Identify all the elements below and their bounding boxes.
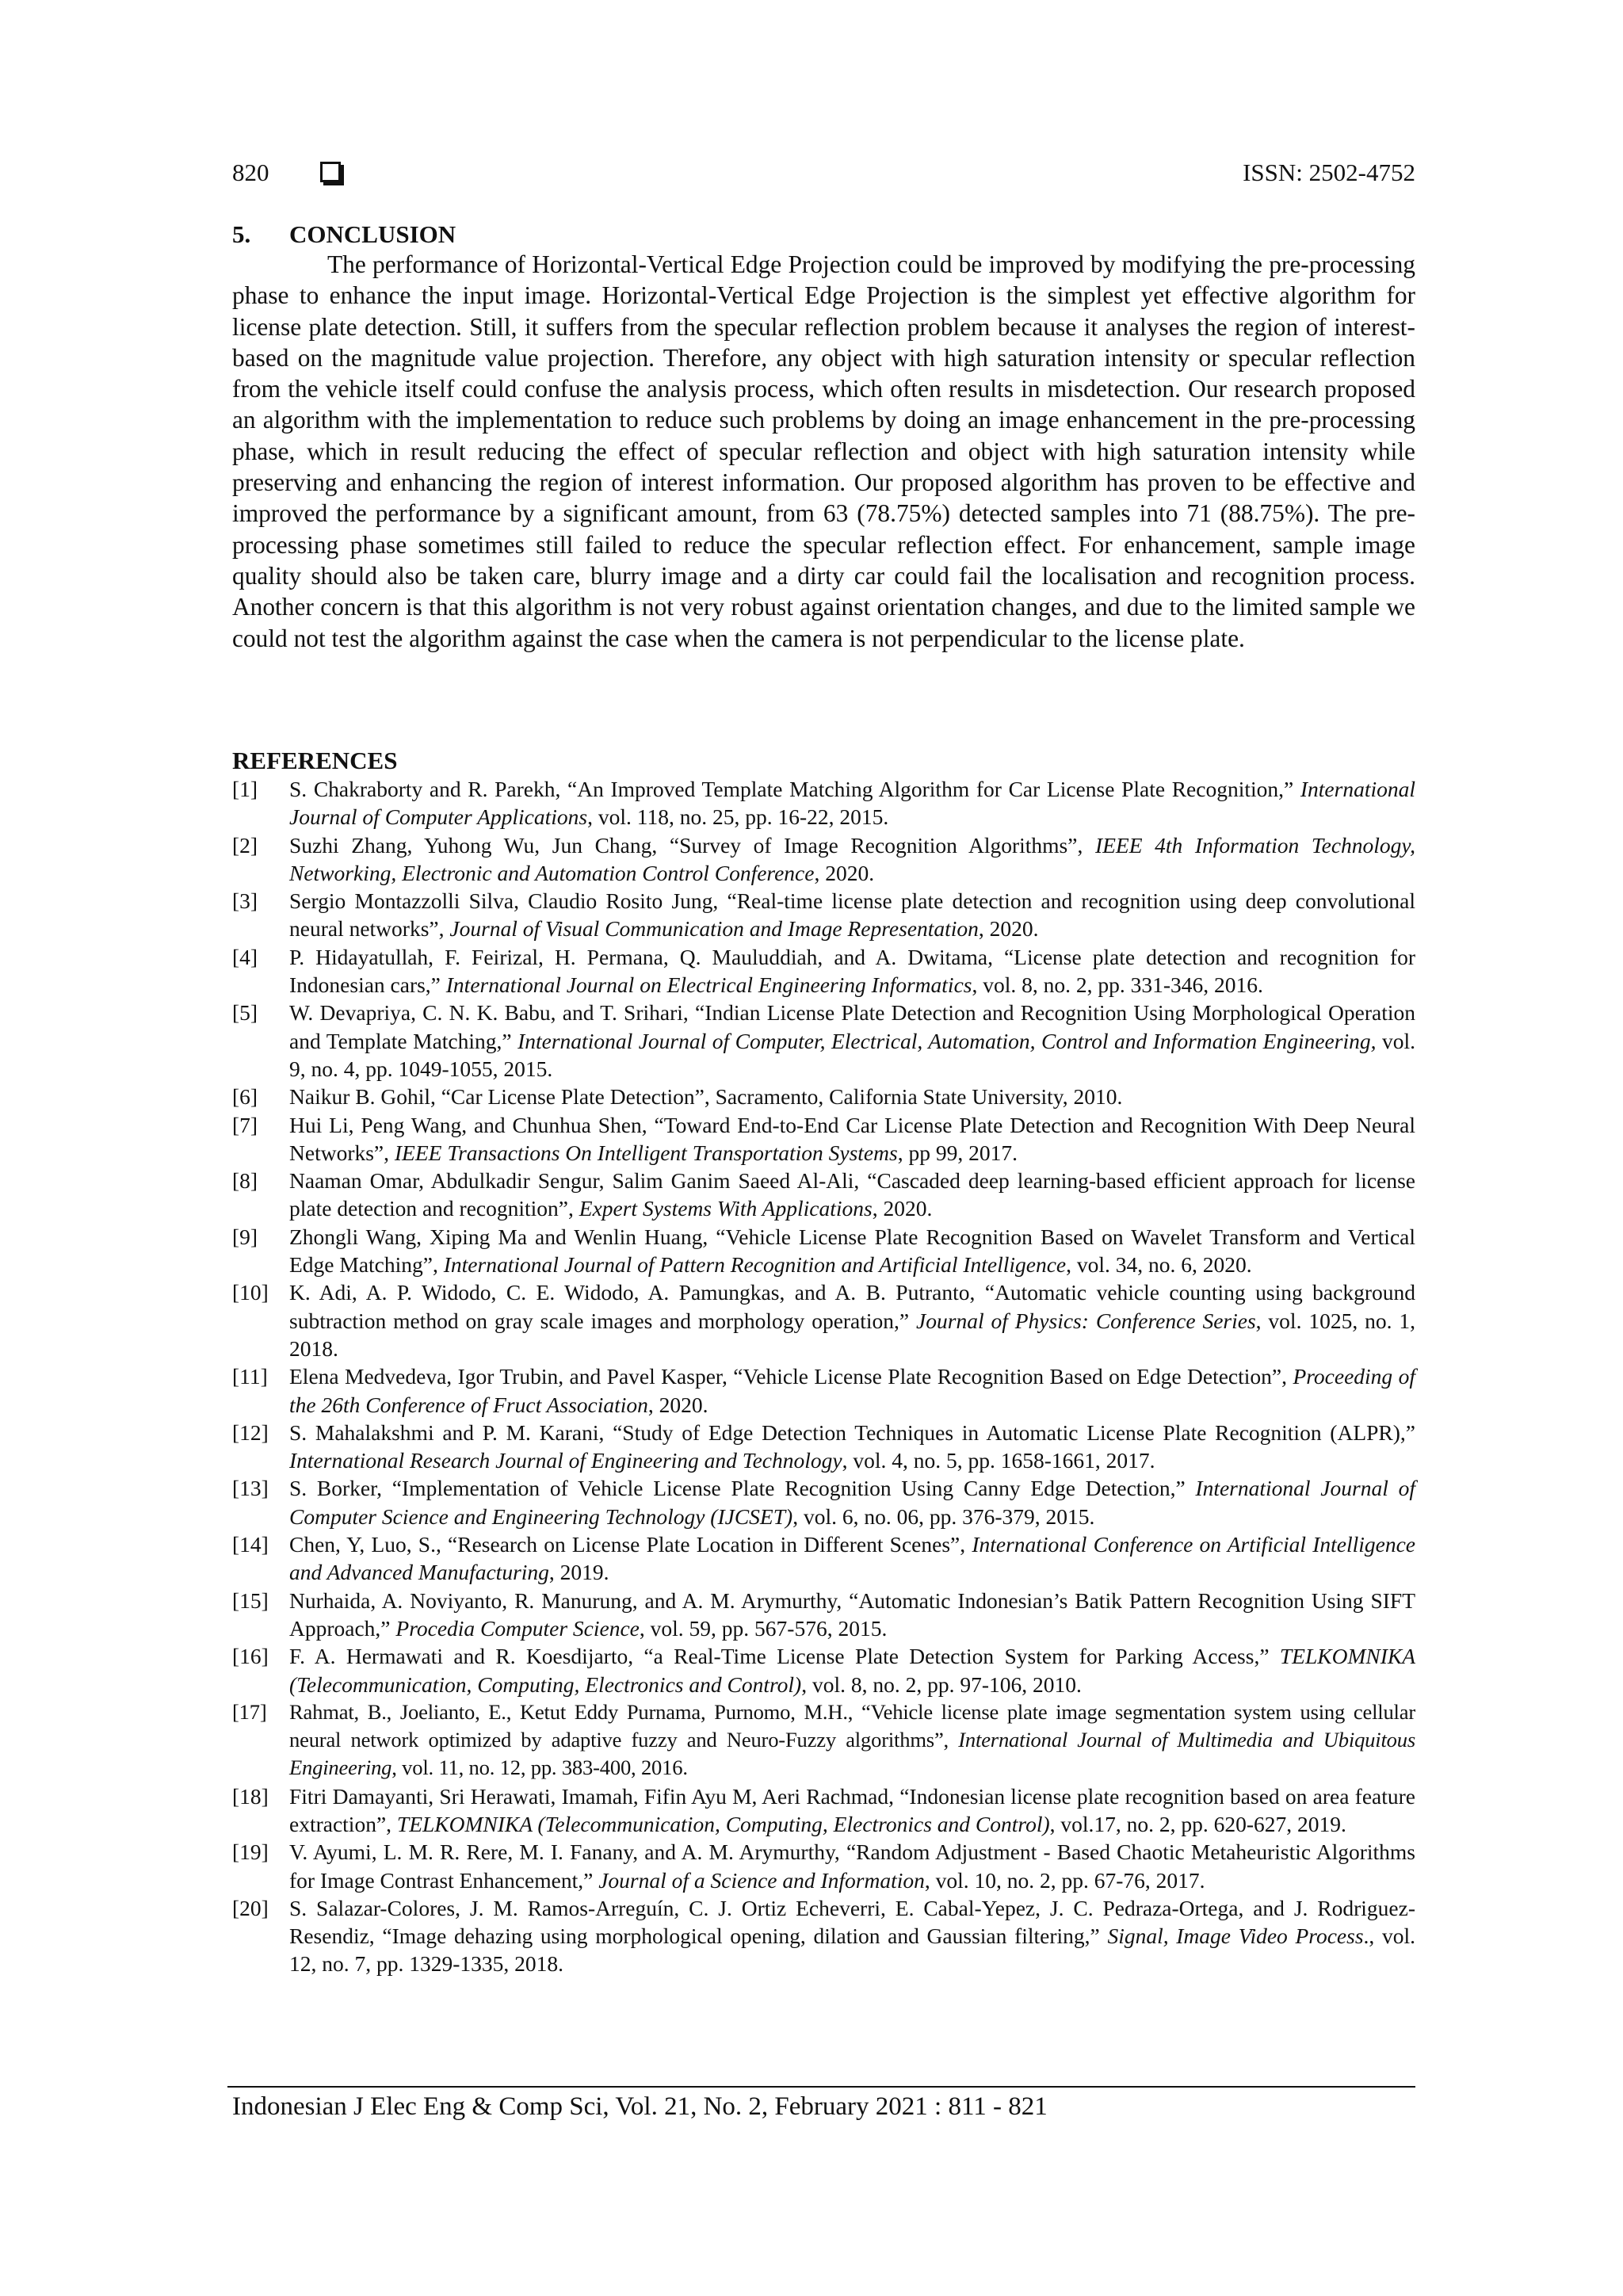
reference-source: International Journal on Electrical Engineering Informatics <box>445 972 972 998</box>
reference-details: , 2020. <box>978 916 1039 942</box>
reference-label: [1] <box>232 777 258 801</box>
reference-label: [14] <box>232 1532 269 1557</box>
reference-source: IEEE 4th Information Technology, Networking, Electronic and Automation Control Conference <box>289 832 1416 885</box>
reference-item <box>232 887 1415 943</box>
reference-item <box>232 1111 1415 1167</box>
reference-source: International Journal of Computer, Electrical, Automation, Control and Information Engineering, <box>517 1028 1377 1053</box>
reference-item <box>232 1167 1415 1223</box>
reference-source: Journal of Physics: Conference Series <box>916 1308 1256 1333</box>
reference-details: , 2019. <box>548 1560 609 1585</box>
square-box-icon <box>320 162 341 182</box>
reference-source: Proceeding of the 26th Conference of Fruct Association <box>289 1364 1415 1417</box>
reference-label: [19] <box>232 1839 269 1865</box>
reference-details: , vol. 11, no. 12, pp. 383-400, 2016. <box>391 1755 688 1780</box>
reference-label: [7] <box>232 1112 258 1137</box>
reference-text: V. Ayumi, L. M. R. Rere, M. I. Fanany, and A. M. Arymurthy, “Random Adjustment - Based Chaotic Metaheuristic Algorithms for Image Contrast Enhancement,” <box>289 1839 1415 1893</box>
reference-text: Elena Medvedeva, Igor Trubin, and Pavel Kasper, “Vehicle License Plate Recognition Based on Edge Detection”, <box>289 1364 1293 1389</box>
reference-text: Zhongli Wang, Xiping Ma and Wenlin Huang, “Vehicle License Plate Recognition Based on Wavelet Transform and Vertical Edge Matching”, <box>289 1224 1415 1278</box>
reference-text: S. Chakraborty and R. Parekh, “An Improved Template Matching Algorithm for Car License Plate Recognition,” <box>289 777 1300 801</box>
reference-details: vol. 9, no. 4, pp. 1049-1055, 2015. <box>289 1028 1415 1081</box>
reference-label: [3] <box>232 888 258 914</box>
reference-details: , 2020. <box>647 1392 708 1417</box>
reference-item <box>232 1894 1415 1978</box>
reference-source: IEEE Transactions On Intelligent Transportation Systems <box>394 1140 898 1165</box>
reference-item <box>232 1698 1415 1782</box>
reference-label: [13] <box>232 1476 269 1501</box>
reference-details: , vol. 118, no. 25, pp. 16-22, 2015. <box>587 804 889 830</box>
reference-details: , vol. 1025, no. 1, 2018. <box>289 1308 1415 1361</box>
reference-source: International Journal of Pattern Recognition and Artificial Intelligence <box>443 1252 1067 1278</box>
reference-source: International Journal of Computer Applications <box>289 777 1415 830</box>
reference-label: [16] <box>232 1644 269 1669</box>
reference-details: , vol.17, no. 2, pp. 620-627, 2019. <box>1049 1811 1346 1836</box>
reference-label: [12] <box>232 1419 269 1445</box>
reference-text: S. Mahalakshmi and P. M. Karani, “Study of Edge Detection Techniques in Automatic License Plate Recognition (ALPR),” <box>289 1419 1415 1445</box>
reference-details: , 2020. <box>872 1196 933 1221</box>
reference-text: F. A. Hermawati and R. Koesdijarto, “a Real-Time License Plate Detection System for Parking Access,” <box>289 1644 1280 1669</box>
reference-source: International Journal of Multimedia and Ubiquitous Engineering <box>289 1728 1415 1780</box>
reference-item <box>232 831 1415 888</box>
reference-source: International Research Journal of Engineering and Technology <box>289 1448 842 1473</box>
reference-text: Naaman Omar, Abdulkadir Sengur, Salim Ganim Saeed Al-Ali, “Cascaded deep learning-based efficient approach for license plate detection and recognition”, <box>289 1168 1415 1221</box>
reference-details: , vol. 34, no. 6, 2020. <box>1066 1252 1252 1278</box>
reference-label: [2] <box>232 832 258 858</box>
reference-source: TELKOMNIKA (Telecommunication, Computing, Electronics and Control) <box>289 1644 1415 1697</box>
reference-text: W. Devapriya, C. N. K. Babu, and T. Srihari, “Indian License Plate Detection and Recognition Using Morphological Operation and Template Matching,” <box>289 1000 1415 1053</box>
reference-label: [4] <box>232 944 258 969</box>
reference-text: Sergio Montazzolli Silva, Claudio Rosito Jung, “Real-time license plate detection and recognition using deep convolutional neural networks”, <box>289 888 1415 942</box>
reference-item <box>232 1530 1415 1587</box>
reference-item <box>232 1419 1415 1475</box>
reference-item <box>232 1362 1415 1419</box>
section-heading <box>232 219 456 250</box>
reference-label: [15] <box>232 1587 269 1613</box>
reference-item <box>232 1223 1415 1279</box>
reference-details: ., vol. 12, no. 7, pp. 1329-1335, 2018. <box>289 1924 1416 1977</box>
reference-label: [8] <box>232 1168 258 1194</box>
reference-text: P. Hidayatullah, F. Feirizal, H. Permana, Q. Mauluddiah, and A. Dwitama, “License plate detection and recognition for Indonesian cars,” <box>289 944 1415 998</box>
reference-item <box>232 1278 1415 1362</box>
reference-text: Nurhaida, A. Noviyanto, R. Manurung, and A. M. Arymurthy, “Automatic Indonesian’s Batik Pattern Recognition Using SIFT Approach,” <box>289 1587 1415 1641</box>
reference-source: Journal of a Science and Information <box>598 1867 925 1893</box>
reference-text: Rahmat, B., Joelianto, E., Ketut Eddy Purnama, Purnomo, M.H., “Vehicle license plate image segmentation system using cellular neural network optimized by adaptive fuzzy and Neuro-Fuzzy algorithms”, <box>289 1699 1415 1752</box>
reference-source: Signal, Image Video Process <box>1107 1924 1364 1949</box>
reference-item <box>232 1642 1415 1698</box>
reference-text: Chen, Y, Luo, S., “Research on License Plate Location in Different Scenes”, <box>289 1532 972 1557</box>
reference-item <box>232 1083 1415 1110</box>
reference-details: , vol. 10, no. 2, pp. 67-76, 2017. <box>924 1867 1205 1893</box>
conclusion-paragraph: The performance of Horizontal-Vertical Edge Projection could be improved by modifying the pre-processing phase to enhance the input image. Horizontal-Vertical Edge Projection is the simplest yet effective algorithm for license plate detection. Still, it suffers from the specular reflection problem because it analyses the region of interest-based on the magnitude value projection. Therefore, any object with high saturation intensity or specular reflection from the vehicle itself could confuse the analysis process, which often results in misdetection. Our research proposed an algorithm with the implementation to reduce such problems by doing an image enhancement in the pre-processing phase, which in result reducing the effect of specular reflection and object with high saturation intensity while preserving and enhancing the region of interest information. Our proposed algorithm has proven to be effective and improved the performance by a significant amount, from 63 (78.75%) detected samples into 71 (88.75%). The pre-processing phase sometimes still failed to reduce the specular reflection effect. For enhancement, sample image quality should also be taken care, blurry image and a dirty car could fail the localisation and recognition process. Another concern is that this algorithm is not very robust against orientation changes, and due to the limited sample we could not test the algorithm against the case when the camera is not perpendicular to the license plate. <box>232 250 1415 652</box>
reference-label: [5] <box>232 1000 258 1026</box>
reference-details: , vol. 6, no. 06, pp. 376-379, 2015. <box>792 1503 1095 1529</box>
reference-text: S. Salazar-Colores, J. M. Ramos-Arreguín, C. J. Ortiz Echeverri, E. Cabal-Yepez, J. C. Pedraza-Ortega, and J. Rodriguez-Resendiz, “Image dehazing using morphological opening, dilation and Gaussian filtering,” <box>289 1895 1415 1949</box>
reference-details: , pp 99, 2017. <box>897 1140 1018 1165</box>
reference-label: [18] <box>232 1783 269 1809</box>
reference-source: International Conference on Artificial Intelligence and Advanced Manufacturing <box>289 1532 1415 1585</box>
reference-label: [10] <box>232 1280 269 1305</box>
reference-text: Hui Li, Peng Wang, and Chunhua Shen, “Toward End-to-End Car License Plate Detection and Recognition With Deep Neural Networks”, <box>289 1112 1415 1165</box>
reference-text: Naikur B. Gohil, “Car License Plate Detection”, Sacramento, California State University, 2010. <box>289 1084 1123 1110</box>
footer-divider <box>227 2086 1415 2088</box>
references-heading: REFERENCES <box>232 747 398 774</box>
reference-label: [17] <box>232 1699 267 1724</box>
reference-label: [20] <box>232 1895 269 1920</box>
reference-label: [9] <box>232 1224 258 1249</box>
page-header <box>232 155 1415 190</box>
section-title: CONCLUSION <box>289 220 456 248</box>
reference-source: Journal of Visual Communication and Image Representation <box>449 916 979 942</box>
reference-details: , vol. 59, pp. 567-576, 2015. <box>639 1615 888 1641</box>
reference-label: [11] <box>232 1364 268 1389</box>
reference-item <box>232 1474 1415 1530</box>
reference-item <box>232 999 1415 1083</box>
reference-text: Suzhi Zhang, Yuhong Wu, Jun Chang, “Survey of Image Recognition Algorithms”, <box>289 832 1095 858</box>
reference-source: Expert Systems With Applications <box>579 1196 873 1221</box>
reference-source: TELKOMNIKA (Telecommunication, Computing, Electronics and Control) <box>396 1811 1050 1836</box>
reference-source: International Journal of Computer Science and Engineering Technology (IJCSET) <box>289 1476 1415 1529</box>
reference-details: , vol. 4, no. 5, pp. 1658-1661, 2017. <box>842 1448 1155 1473</box>
reference-text: K. Adi, A. P. Widodo, C. E. Widodo, A. Pamungkas, and A. B. Putranto, “Automatic vehicle counting using background subtraction method on gray scale images and morphology operation,” <box>289 1280 1415 1333</box>
reference-source: Procedia Computer Science <box>395 1615 640 1641</box>
reference-text: Fitri Damayanti, Sri Herawati, Imamah, Fifin Ayu M, Aeri Rachmad, “Indonesian license plate recognition based on area feature extraction”, <box>289 1783 1415 1836</box>
reference-details: , vol. 8, no. 2, pp. 331-346, 2016. <box>972 972 1263 998</box>
reference-details: , vol. 8, no. 2, pp. 97-106, 2010. <box>801 1671 1082 1697</box>
section-number: 5. <box>232 220 251 248</box>
reference-label: [6] <box>232 1084 258 1110</box>
page-footer: Indonesian J Elec Eng & Comp Sci, Vol. 21, No. 2, February 2021 : 811 - 821 <box>232 2092 1048 2121</box>
page-number: 820 <box>232 159 269 186</box>
reference-item <box>232 943 1415 999</box>
reference-item <box>232 1838 1415 1894</box>
reference-details: , 2020. <box>814 860 875 885</box>
reference-item <box>232 775 1415 831</box>
issn: ISSN: 2502-4752 <box>1243 159 1415 186</box>
reference-text: S. Borker, “Implementation of Vehicle License Plate Recognition Using Canny Edge Detection,” <box>289 1476 1196 1501</box>
reference-list <box>232 775 1415 1978</box>
reference-item <box>232 1587 1415 1643</box>
reference-item <box>232 1782 1415 1839</box>
